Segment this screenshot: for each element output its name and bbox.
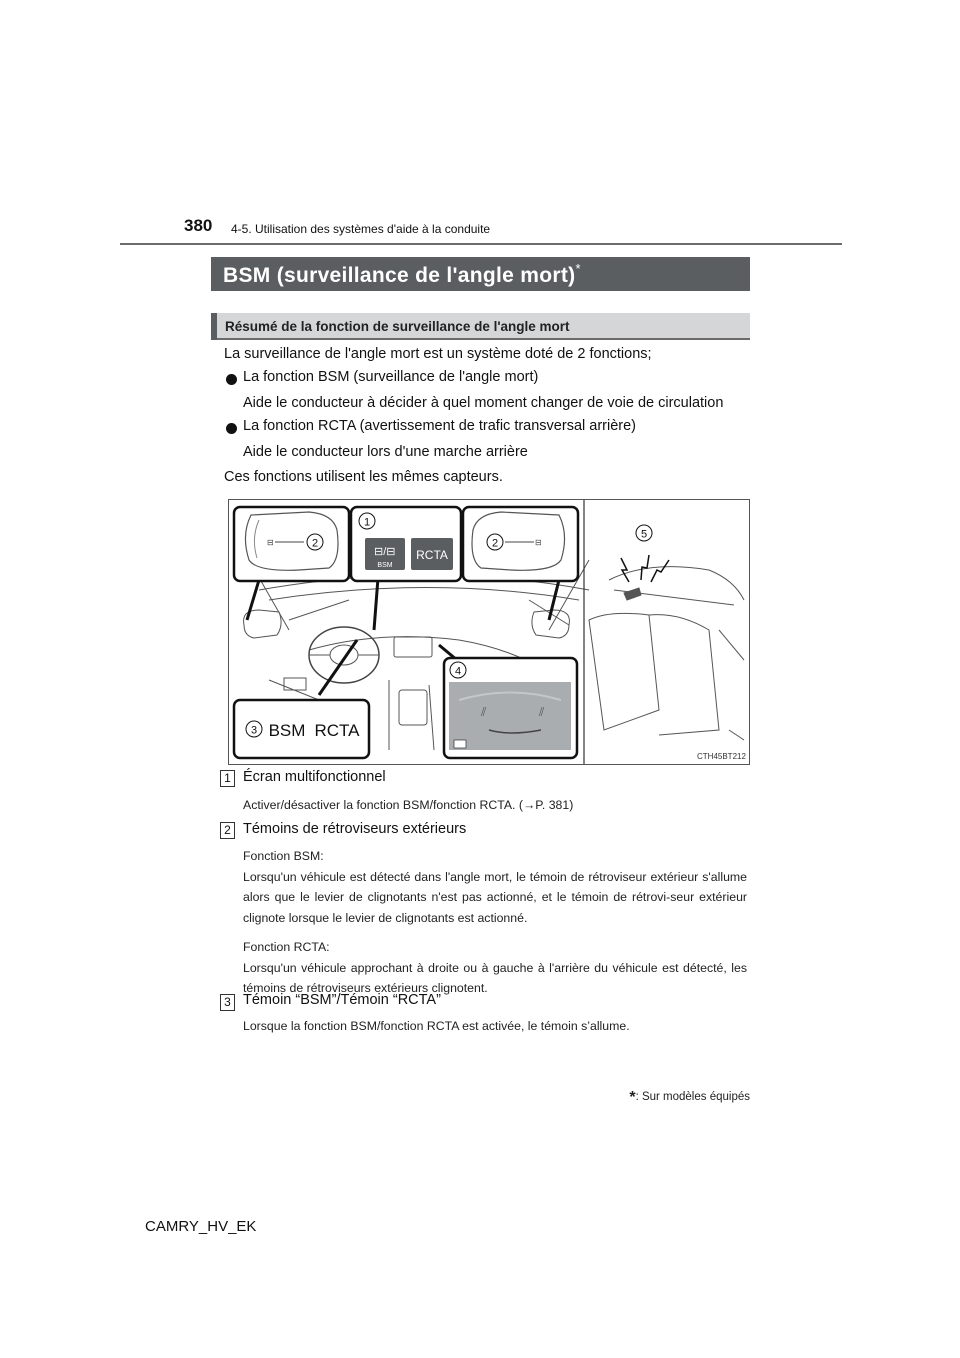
- footnote: [629, 1087, 750, 1105]
- svg-text:4: 4: [454, 665, 462, 678]
- svg-text:⊟: ⊟: [535, 538, 542, 547]
- footnote-star: *: [629, 1089, 636, 1106]
- bullet-icon: [226, 423, 237, 434]
- rcta-indicator-label: RCTA: [314, 721, 360, 740]
- bullet-desc-rcta: Aide le conducteur lors d'une marche arrière: [243, 444, 528, 460]
- section-title: BSM (surveillance de l'angle mort): [223, 264, 576, 287]
- svg-text:3: 3: [250, 724, 258, 737]
- subheading-bar: [211, 313, 750, 340]
- item-number-1: 1: [220, 770, 235, 787]
- svg-text:⊟: ⊟: [267, 538, 274, 547]
- rcta-display-label: RCTA: [416, 548, 448, 562]
- intro-closing: Ces fonctions utilisent les mêmes capteurs.: [224, 469, 503, 485]
- item-title-3: Témoin “BSM”/Témoin “RCTA”: [243, 992, 441, 1008]
- svg-text:2: 2: [311, 537, 319, 550]
- bullet-label-bsm: La fonction BSM (surveillance de l'angle mort): [243, 369, 539, 385]
- item-2-label-bsm: Fonction BSM:: [243, 849, 324, 863]
- item-desc-2: [243, 846, 747, 999]
- bsm-icon-label: BSM: [377, 562, 393, 569]
- subheading-accent: [211, 313, 217, 340]
- item-3-paragraph: Lorsque la fonction BSM/fonction RCTA est activée, le témoin s’allume.: [243, 1019, 630, 1033]
- bullet-desc-bsm: Aide le conducteur à décider à quel moment changer de voie de circulation: [243, 395, 724, 411]
- page-number: 380: [184, 216, 213, 235]
- chapter-heading: 4-5. Utilisation des systèmes d'aide à la conduite: [231, 222, 491, 236]
- bsm-indicator-label: BSM: [268, 721, 306, 740]
- figure-code: CTH45BT212: [697, 752, 746, 761]
- item-title-1: Écran multifonctionnel: [243, 769, 386, 785]
- item-number-2: 2: [220, 822, 235, 839]
- item-2-text-rcta: Lorsqu'un véhicule approchant à droite ou à gauche à l'arrière du véhicule est détecté, les témoins de rétroviseurs extérieurs clignotent.: [243, 960, 747, 995]
- item-desc-1: [243, 795, 747, 816]
- subheading-text: Résumé de la fonction de surveillance de l'angle mort: [225, 319, 570, 334]
- item-2-label-rcta: Fonction RCTA:: [243, 940, 330, 954]
- illustration-svg: [229, 500, 750, 765]
- item-1-paragraph: Activer/désactiver la fonction BSM/fonction RCTA. (→P. 381): [243, 798, 574, 812]
- item-title-2: Témoins de rétroviseurs extérieurs: [243, 821, 467, 837]
- section-title-bar: [211, 257, 750, 291]
- title-footnote-marker: *: [575, 261, 581, 276]
- svg-text:2: 2: [491, 537, 499, 550]
- bullet-icon: [226, 374, 237, 385]
- dashboard-illustration: [228, 499, 750, 765]
- footnote-text: : Sur modèles équipés: [635, 1091, 750, 1103]
- svg-text:⫽: ⫽: [539, 705, 545, 719]
- svg-text:⫽: ⫽: [481, 705, 487, 719]
- bullet-label-rcta: La fonction RCTA (avertissement de trafic transversal arrière): [243, 418, 636, 434]
- item-number-3: 3: [220, 994, 235, 1011]
- intro-lead: La surveillance de l'angle mort est un système doté de 2 fonctions;: [224, 346, 652, 362]
- item-2-text-bsm: Lorsqu'un véhicule est détecté dans l'angle mort, le témoin de rétroviseur extérieur s'allume alors que le levier de clignotants n'est pas actionné, et le témoin de rétrovi-seur extérieur clignote lorsque le levier de clignotants est actionné.: [243, 869, 747, 925]
- svg-text:1: 1: [363, 516, 371, 529]
- svg-text:5: 5: [640, 528, 648, 541]
- svg-text:⊟/⊟: ⊟/⊟: [374, 546, 396, 558]
- document-code: CAMRY_HV_EK: [145, 1218, 257, 1235]
- header-divider: [120, 243, 842, 245]
- item-desc-3: [243, 1016, 747, 1037]
